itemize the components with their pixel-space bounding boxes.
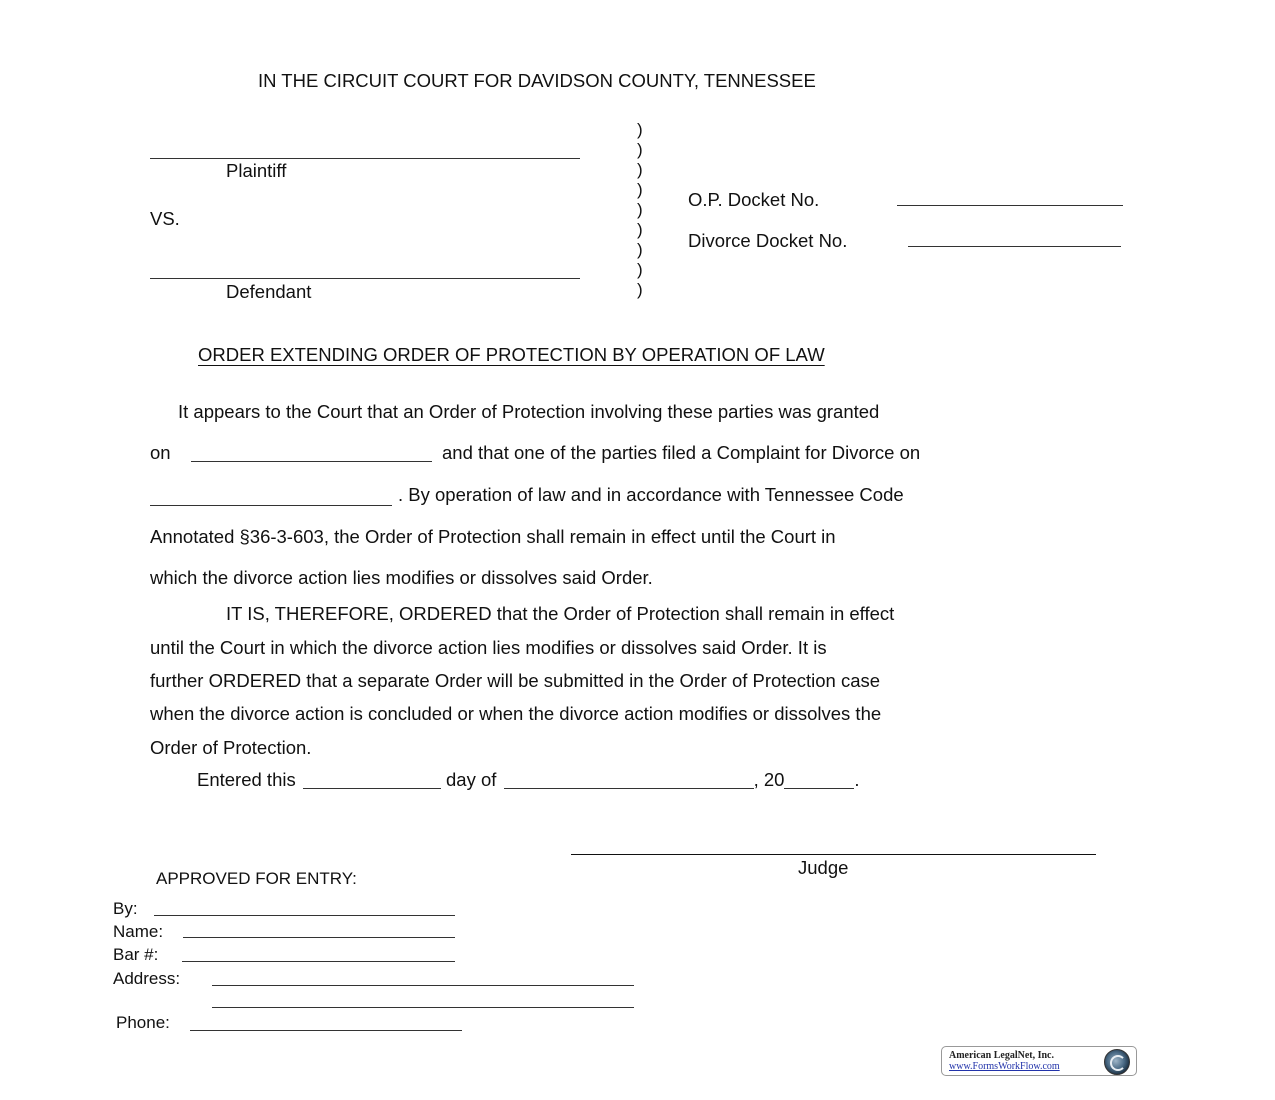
paren: ) bbox=[637, 120, 643, 139]
defendant-label: Defendant bbox=[226, 281, 312, 302]
by-label: By: bbox=[113, 899, 138, 918]
order-granted-date-field[interactable] bbox=[191, 461, 432, 462]
paragraph1-line5: which the divorce action lies modifies or dissolves said Order. bbox=[150, 567, 653, 588]
bar-number-label: Bar #: bbox=[113, 945, 159, 964]
paragraph2-line1: IT IS, THEREFORE, ORDERED that the Order of Protection shall remain in effect bbox=[226, 603, 895, 624]
logo-url-link[interactable]: www.FormsWorkFlow.com bbox=[949, 1061, 1060, 1072]
paren: ) bbox=[637, 140, 643, 159]
paren: ) bbox=[637, 160, 643, 179]
paragraph2-line4: when the divorce action is concluded or when the divorce action modifies or dissolves the bbox=[150, 703, 882, 724]
name-label: Name: bbox=[113, 922, 164, 941]
paragraph1-line2-suffix: and that one of the parties filed a Complaint for Divorce on bbox=[442, 442, 921, 463]
defendant-signature-line[interactable] bbox=[150, 278, 580, 279]
paragraph1-line2-prefix: on bbox=[150, 442, 171, 463]
entered-prefix: Entered this bbox=[197, 769, 296, 790]
divorce-docket-field[interactable] bbox=[908, 246, 1121, 247]
entered-day-of: day of bbox=[446, 769, 497, 790]
paragraph2-line5: Order of Protection. bbox=[150, 737, 312, 758]
logo-company-name: American LegalNet, Inc. bbox=[949, 1050, 1054, 1061]
judge-signature-line[interactable] bbox=[571, 854, 1096, 855]
phone-label: Phone: bbox=[116, 1013, 170, 1032]
plaintiff-label: Plaintiff bbox=[226, 160, 287, 181]
divorce-filed-date-field[interactable] bbox=[150, 505, 392, 506]
entered-month-field[interactable] bbox=[504, 770, 754, 790]
bar-number-field[interactable] bbox=[182, 961, 455, 962]
court-heading: IN THE CIRCUIT COURT FOR DAVIDSON COUNTY, TENNESSEE bbox=[258, 70, 816, 91]
paren: ) bbox=[637, 200, 643, 219]
globe-icon bbox=[1104, 1049, 1130, 1075]
divorce-docket-label: Divorce Docket No. bbox=[688, 230, 848, 251]
paragraph2-line3: further ORDERED that a separate Order will be submitted in the Order of Protection case bbox=[150, 670, 881, 691]
paragraph1-line3-suffix: . By operation of law and in accordance with Tennessee Code bbox=[398, 484, 904, 505]
paren: ) bbox=[637, 240, 643, 259]
paren: ) bbox=[637, 260, 643, 279]
entered-day-field[interactable] bbox=[303, 770, 441, 790]
name-field[interactable] bbox=[183, 937, 455, 938]
entered-year-prefix: , 20 bbox=[753, 769, 785, 790]
paragraph1-line4: Annotated §36-3-603, the Order of Protection shall remain in effect until the Court in bbox=[150, 526, 836, 547]
versus-label: VS. bbox=[150, 208, 180, 229]
plaintiff-signature-line[interactable] bbox=[150, 158, 580, 159]
approved-heading: APPROVED FOR ENTRY: bbox=[156, 869, 357, 888]
paren: ) bbox=[637, 280, 643, 299]
judge-label: Judge bbox=[798, 857, 849, 878]
entered-line bbox=[197, 769, 860, 791]
op-docket-field[interactable] bbox=[897, 205, 1123, 206]
address-label: Address: bbox=[113, 969, 181, 988]
document-title: ORDER EXTENDING ORDER OF PROTECTION BY OPERATION OF LAW bbox=[198, 344, 825, 365]
paren: ) bbox=[637, 220, 643, 239]
op-docket-label: O.P. Docket No. bbox=[688, 189, 820, 210]
entered-end: . bbox=[854, 769, 860, 790]
by-field[interactable] bbox=[154, 915, 455, 916]
phone-field[interactable] bbox=[190, 1030, 462, 1031]
entered-year-field[interactable] bbox=[784, 770, 854, 790]
american-legalnet-logo[interactable] bbox=[941, 1046, 1137, 1076]
address-field-line2[interactable] bbox=[212, 1007, 634, 1008]
address-field-line1[interactable] bbox=[212, 985, 634, 986]
paren: ) bbox=[637, 180, 643, 199]
paragraph2-line2: until the Court in which the divorce action lies modifies or dissolves said Order. It is bbox=[150, 637, 827, 658]
paragraph1-line1: It appears to the Court that an Order of Protection involving these parties was granted bbox=[178, 401, 880, 422]
